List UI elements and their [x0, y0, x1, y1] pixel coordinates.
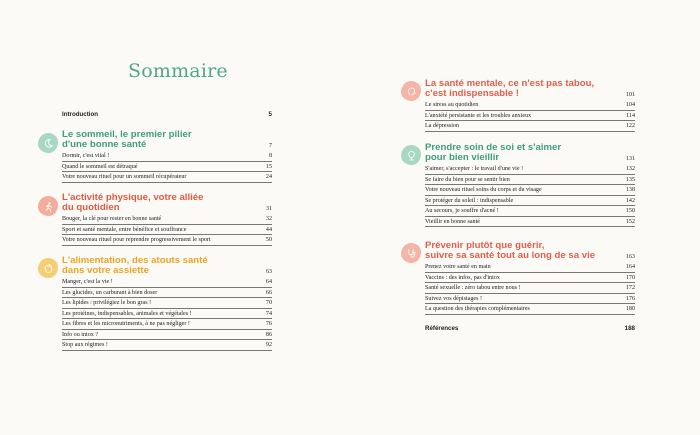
entry-label: Info ou intox ?	[62, 331, 99, 338]
toc-entry[interactable]	[425, 294, 635, 305]
section-title-sleep[interactable]	[62, 130, 272, 151]
section-title-line: La santé mentale, ce n'est pas tabou,	[425, 78, 595, 89]
entry-page: 180	[625, 306, 635, 312]
entry-page: 132	[625, 166, 635, 172]
entry-label: La dépression	[425, 123, 460, 129]
entry-page: 172	[625, 285, 635, 291]
toc-entry[interactable]	[62, 235, 272, 246]
runner-icon	[38, 196, 58, 216]
entry-label: Se faire du bien pour se sentir bien	[425, 176, 510, 183]
entry-label: Les lipides : privilégiez le bon gras !	[62, 300, 152, 306]
entry-label: Le stress au quotidien	[425, 102, 479, 108]
entry-label: Santé sexuelle : zéro tabou entre nous !	[425, 285, 521, 291]
apple-icon	[38, 258, 58, 278]
section-entries-mental-health	[425, 100, 635, 132]
entry-label: Vaccins : des infos, pas d'intox	[425, 274, 500, 281]
section-page: 101	[626, 92, 635, 98]
entry-page: 44	[265, 226, 272, 233]
entry-label: Sport et santé mentale, entre bénéfice et souffrance	[62, 226, 187, 233]
section-title-line: pour bien vieillir	[425, 152, 500, 163]
toc-entry[interactable]	[62, 162, 272, 173]
entry-page: 74	[265, 310, 272, 317]
toc-entry[interactable]	[425, 262, 635, 273]
entry-label: Stop aux régimes !	[62, 342, 108, 348]
section-title-line: suivre sa santé tout au long de sa vie	[425, 250, 596, 261]
toc-entry[interactable]	[62, 277, 272, 288]
entry-label: Votre nouveau rituel pour un sommeil récupérateur	[62, 174, 187, 180]
section-title-activity[interactable]	[62, 193, 272, 214]
toc-entry[interactable]	[62, 298, 272, 309]
entry-label: Vieillir en bonne santé	[425, 218, 480, 225]
entry-page: 138	[625, 187, 635, 193]
entry-page: 114	[626, 112, 635, 119]
introduction-page: 5	[268, 111, 272, 118]
entry-page: 164	[625, 264, 635, 270]
section-page: 131	[626, 156, 635, 162]
entry-page: 170	[625, 274, 635, 281]
entry-page: 104	[625, 102, 635, 108]
entry-label: Les glucides, un carburant à bien doser	[62, 289, 158, 296]
entry-page: 176	[625, 295, 635, 302]
section-entries-prevention	[425, 262, 635, 315]
toc-entry[interactable]	[425, 196, 635, 207]
toc-entry[interactable]	[62, 225, 272, 236]
entry-page: 70	[265, 300, 272, 306]
toc-entry[interactable]	[62, 309, 272, 320]
toc-entry[interactable]	[62, 172, 272, 183]
toc-entry[interactable]	[425, 185, 635, 196]
section-page: 163	[626, 254, 635, 260]
toc-entry[interactable]	[62, 151, 272, 162]
section-title-food[interactable]	[62, 256, 272, 277]
toc-entry[interactable]	[425, 164, 635, 175]
entry-label: La question des thérapies complémentaires	[425, 306, 530, 312]
section-title-line: L'alimentation, des atouts santé	[62, 255, 208, 266]
references-label: Références	[425, 325, 459, 332]
section-title-prevention[interactable]	[425, 241, 635, 262]
entry-page: 92	[265, 342, 272, 348]
section-title-line: c'est indispensable !	[425, 88, 519, 99]
section-entries-self-care	[425, 164, 635, 227]
entry-label: S'aimer, s'accepter : le travail d'une vie !	[425, 166, 524, 172]
section-title-line: Le sommeil, le premier pilier	[62, 129, 192, 140]
entry-label: Les fibres et les micronutriments, à ne pas négliger !	[62, 321, 190, 327]
entry-page: 135	[625, 176, 635, 183]
entry-page: 150	[625, 208, 635, 214]
entry-label: Manger, c'est la vie !	[62, 279, 113, 285]
toc-entry[interactable]	[425, 217, 635, 228]
entry-label: Votre nouveau rituel soins du corps et du visage	[425, 187, 542, 193]
entry-page: 76	[265, 321, 272, 327]
toc-entry[interactable]	[62, 319, 272, 330]
moon-icon	[38, 133, 58, 153]
toc-entry[interactable]	[425, 175, 635, 186]
introduction-label: Introduction	[62, 111, 99, 118]
entry-page: 32	[265, 216, 272, 222]
entry-label: Quand le sommeil est détraqué	[62, 163, 138, 170]
toc-references[interactable]	[425, 325, 635, 332]
entry-page: 86	[265, 331, 272, 338]
entry-label: Les protéines, indispensables, animales et végétales !	[62, 310, 192, 317]
toc-entry[interactable]	[425, 206, 635, 217]
section-entries-food	[62, 277, 272, 351]
section-title-line: Prendre soin de soi et s'aimer	[425, 142, 562, 153]
stethoscope-icon	[401, 243, 421, 263]
entry-page: 24	[265, 174, 272, 180]
entry-label: Votre nouveau rituel pour reprendre progressivement le sport	[62, 237, 211, 243]
section-title-line: d'une bonne santé	[62, 139, 147, 150]
toc-entry[interactable]	[425, 304, 635, 315]
toc-entry[interactable]	[62, 288, 272, 299]
toc-entry[interactable]	[425, 111, 635, 122]
toc-introduction[interactable]	[62, 111, 272, 118]
entry-label: Se protéger du soleil : indispensable	[425, 197, 514, 204]
section-title-line: dans votre assiette	[62, 265, 149, 276]
page-title: Sommaire	[128, 60, 228, 82]
entry-page: 152	[625, 218, 635, 225]
section-page: 63	[266, 269, 272, 275]
entry-page: 50	[265, 237, 272, 243]
section-title-line: du quotidien	[62, 202, 120, 213]
toc-entry[interactable]	[62, 214, 272, 225]
entry-page: 64	[265, 279, 272, 285]
toc-entry[interactable]	[62, 330, 272, 341]
toc-entry[interactable]	[425, 121, 635, 132]
entry-label: Au secours, je souffre d'acné !	[425, 208, 499, 214]
mirror-icon	[401, 145, 421, 165]
section-entries-activity	[62, 214, 272, 246]
references-page: 188	[624, 325, 635, 332]
section-title-mental-health[interactable]	[425, 79, 635, 100]
section-entries-sleep	[62, 151, 272, 183]
entry-label: L'anxiété persistante et les troubles anxieux	[425, 112, 532, 119]
entry-page: 122	[625, 123, 635, 129]
toc-entry[interactable]	[425, 283, 635, 294]
section-title-line: Prévenir plutôt que guérir,	[425, 240, 545, 251]
section-title-line: L'activité physique, votre alliée	[62, 192, 204, 203]
toc-entry[interactable]	[62, 340, 272, 351]
section-title-self-care[interactable]	[425, 143, 635, 164]
entry-page: 8	[268, 153, 272, 159]
section-page: 7	[269, 143, 272, 149]
entry-page: 66	[265, 289, 272, 296]
entry-label: Suivez vos dépistages !	[425, 295, 483, 302]
entry-label: Dormir, c'est vital !	[62, 153, 110, 159]
entry-page: 142	[625, 197, 635, 204]
head-icon	[401, 81, 421, 101]
entry-page: 15	[265, 163, 272, 170]
entry-label: Bouger, la clé pour rester en bonne santé	[62, 216, 162, 222]
entry-label: Prenez votre santé en main	[425, 264, 491, 270]
section-page: 31	[266, 206, 272, 212]
toc-entry[interactable]	[425, 273, 635, 284]
toc-entry[interactable]	[425, 100, 635, 111]
